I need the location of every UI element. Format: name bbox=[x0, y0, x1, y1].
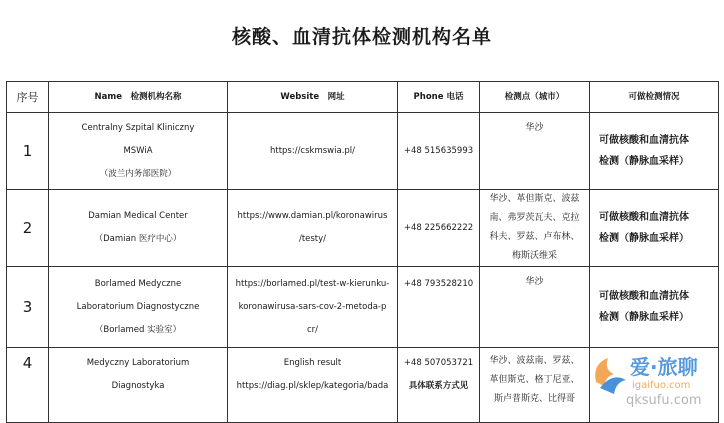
institution-table bbox=[6, 81, 719, 423]
website-cell[interactable] bbox=[228, 113, 398, 190]
table-row bbox=[7, 113, 719, 190]
header-phone: Phone 电话 bbox=[398, 82, 480, 113]
header-status: 可做检测情况 bbox=[590, 82, 719, 113]
status-cell bbox=[590, 190, 719, 267]
phone-cell bbox=[398, 348, 480, 423]
website-note: English result bbox=[283, 358, 342, 368]
location-cell bbox=[480, 267, 590, 348]
row-index: 1 bbox=[7, 113, 49, 190]
header-location: 检测点（城市） bbox=[480, 82, 590, 113]
header-website: Website 网址 bbox=[228, 82, 398, 113]
phone-number: +48 225662222 bbox=[403, 222, 474, 233]
city-line: 华沙 bbox=[525, 123, 544, 133]
location-cell bbox=[480, 113, 590, 190]
name-line: MSWiA bbox=[123, 145, 153, 156]
table-row bbox=[7, 348, 719, 423]
institution-name bbox=[49, 190, 228, 267]
location-cell bbox=[480, 190, 590, 267]
website-cell[interactable] bbox=[228, 267, 398, 348]
website-link[interactable]: https://cskmswia.pl/ bbox=[269, 145, 356, 156]
status-cell bbox=[590, 267, 719, 348]
row-index: 3 bbox=[7, 267, 49, 348]
location-cell bbox=[480, 348, 590, 423]
status-cell bbox=[590, 348, 719, 423]
row-index: 4 bbox=[7, 348, 49, 423]
status-line: 可做核酸和血清抗体 bbox=[599, 291, 689, 302]
phone-number: +48 507053721 bbox=[403, 358, 474, 368]
status-cell bbox=[590, 113, 719, 190]
phone-cell bbox=[398, 190, 480, 267]
row-index: 2 bbox=[7, 190, 49, 267]
phone-cell bbox=[398, 113, 480, 190]
website-link[interactable]: https://diag.pl/sklep/kategoria/bada bbox=[236, 381, 389, 391]
city-line: 华沙、革但斯克、波兹 bbox=[489, 194, 580, 204]
website-cell[interactable] bbox=[228, 190, 398, 267]
phone-cell bbox=[398, 267, 480, 348]
city-line: 华沙、波兹南、罗兹、 bbox=[489, 356, 580, 366]
name-line: Centralny Szpital Kliniczny bbox=[81, 122, 195, 133]
contact-note: 具体联系方式见 bbox=[408, 381, 469, 391]
website-link[interactable]: koronawirusa-sars-cov-2-metoda-p bbox=[238, 301, 387, 312]
institution-name bbox=[49, 348, 228, 423]
city-line: 科夫、罗兹、卢布林、 bbox=[489, 232, 580, 242]
phone-number: +48 515635993 bbox=[403, 145, 474, 156]
status-line: 可做核酸和血清抗体 bbox=[599, 135, 689, 146]
watermark-sub-text: qksufu.com bbox=[626, 393, 702, 408]
phone-number: +48 793528210 bbox=[403, 279, 474, 289]
website-link[interactable]: https://www.damian.pl/koronawirus bbox=[237, 211, 388, 221]
city-line: 梅斯沃维采 bbox=[511, 251, 557, 261]
name-line: Laboratorium Diagnostyczne bbox=[76, 301, 200, 312]
name-line: Damian Medical Center bbox=[88, 211, 188, 221]
header-index: 序号 bbox=[7, 82, 49, 113]
status-line: 检测（静脉血采样） bbox=[599, 312, 689, 323]
name-line: Borlamed Medyczne bbox=[94, 278, 182, 289]
city-line: 南、弗罗茨瓦夫、克拉 bbox=[489, 213, 580, 223]
status-line: 检测（静脉血采样） bbox=[599, 233, 689, 244]
name-line: Medyczny Laboratorium bbox=[86, 358, 190, 368]
institution-name bbox=[49, 267, 228, 348]
status-line: 检测（静脉血采样） bbox=[599, 156, 689, 167]
table-row bbox=[7, 267, 719, 348]
table-row bbox=[7, 190, 719, 267]
header-name: Name 检测机构名称 bbox=[49, 82, 228, 113]
city-line: 革但斯克、格丁尼亚、 bbox=[489, 375, 580, 385]
website-link[interactable]: https://borlamed.pl/test-w-kierunku- bbox=[235, 278, 390, 289]
name-line: Diagnostyka bbox=[111, 381, 165, 391]
page-title: 核酸、血清抗体检测机构名单 bbox=[231, 26, 492, 48]
city-line: 华沙 bbox=[525, 277, 544, 287]
status-line: 可做核酸和血清抗体 bbox=[599, 212, 689, 223]
watermark-brand-text: 爱·旅聊 bbox=[630, 355, 698, 379]
city-line: 斯卢普斯克、比得哥 bbox=[493, 394, 575, 404]
website-link[interactable]: cr/ bbox=[306, 324, 319, 335]
watermark-domain-text: igaifuo.com bbox=[632, 380, 691, 391]
institution-name bbox=[49, 113, 228, 190]
header-row bbox=[7, 82, 719, 113]
name-line: （Damian 医疗中心） bbox=[94, 234, 182, 244]
name-line: （Borlamed 实验室） bbox=[94, 324, 182, 335]
website-link[interactable]: /testy/ bbox=[298, 234, 327, 244]
name-line: （波兰内务部医院） bbox=[99, 168, 177, 179]
website-cell[interactable] bbox=[228, 348, 398, 423]
